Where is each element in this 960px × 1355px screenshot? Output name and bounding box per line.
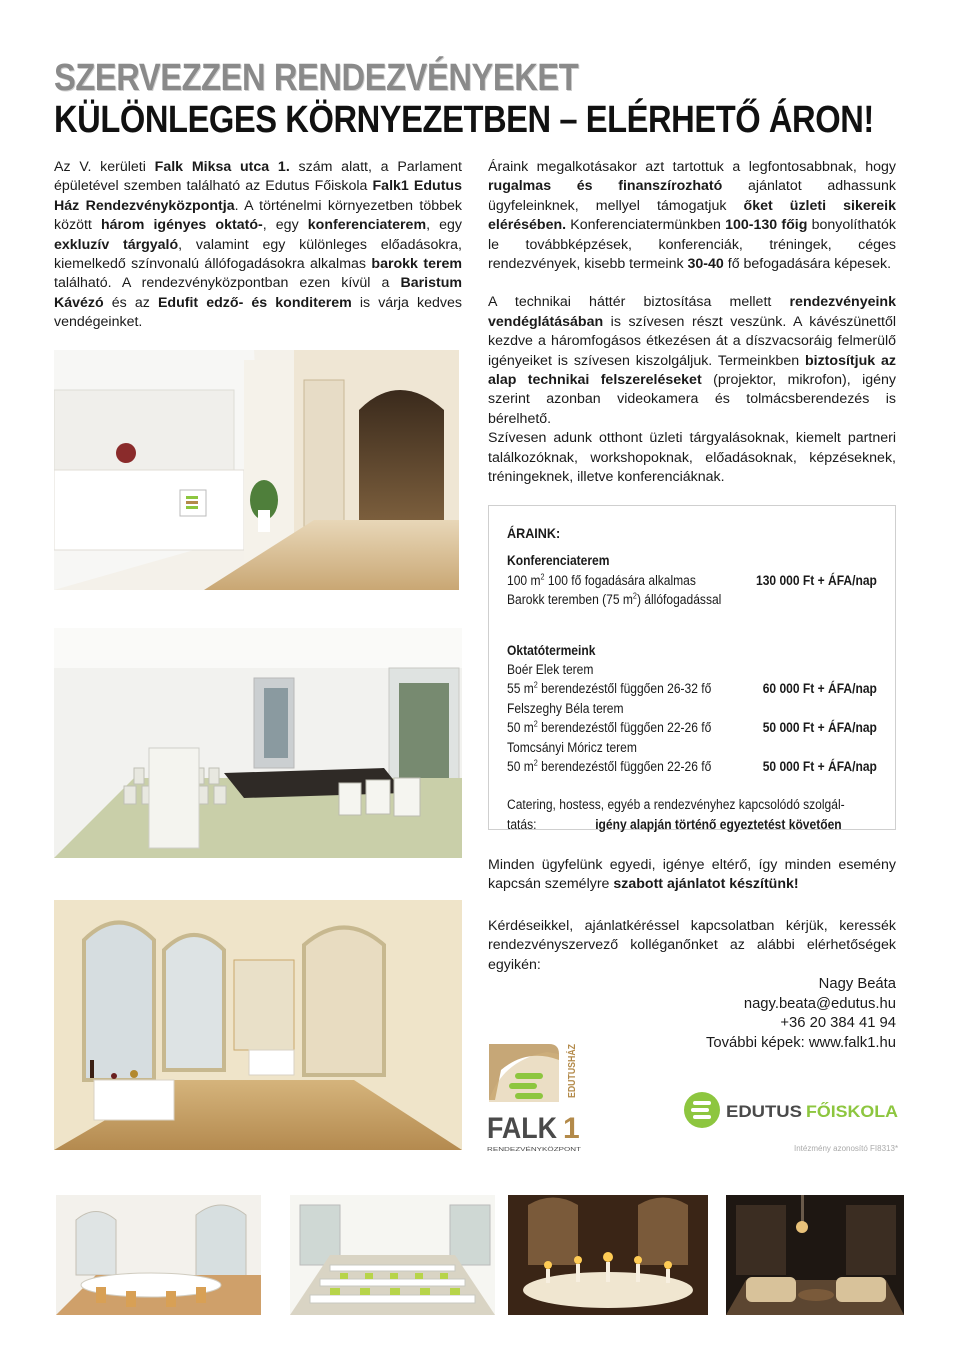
falk-side-text: EDUTUSHÁZ bbox=[567, 1040, 578, 1098]
intro-paragraph: Az V. kerületi Falk Miksa utca 1. szám alatt, a Parlament épületével szemben található az Edutus Főiskola Falk1 Edutus Ház Rendezvényközpontja. A történelmi környezetben többek között három igényes oktató-, egy konferenciaterem, egy exkluzív tárgyaló, valamint egy különleges előadásokra, kiemelkedő színvonalú állófogadásokra alkalmas barokk terem található. A rendezvényközpontban ezen kívül a Baristum Kávézó és az Edufit edző- és konditerem is várja kedves vendégeinket. bbox=[54, 159, 463, 331]
falk-subtitle: RENDEZVÉNYKÖZPONT bbox=[487, 1147, 546, 1153]
room-price: 50 000 Ft + ÁFA/nap bbox=[762, 720, 877, 736]
headline bbox=[54, 58, 874, 142]
edutus-name: EDUTUS bbox=[726, 1102, 802, 1121]
photo-baroque-hall bbox=[54, 900, 462, 1150]
headline-line-1: SZERVEZZEN RENDEZVÉNYEKET bbox=[54, 57, 579, 99]
photo-training-room bbox=[290, 1195, 495, 1315]
catering-terms-row: tatás: igény alapján történő egyeztetést követően bbox=[507, 815, 877, 834]
contact-website[interactable]: További képek: www.falk1.hu bbox=[706, 1034, 896, 1051]
pricing-text bbox=[488, 158, 896, 488]
room-price-row: 50 $m^2$ berendezéstől függően 22-26 fő 50 000 Ft + ÁFA/nap bbox=[507, 757, 877, 776]
training-rooms-heading: Oktatótermeink bbox=[507, 642, 596, 658]
catering-line: Catering, hostess, egyéb a rendezvényhez kapcsolódó szolgál- bbox=[507, 797, 845, 813]
room-price-row: 55 $m^2$ berendezéstől függően 26-32 fő 60 000 Ft + ÁFA/nap bbox=[507, 679, 877, 698]
photo-banquet-room bbox=[56, 1195, 261, 1315]
catering-paragraph: A technikai háttér biztosítása mellett rendezvényeink vendéglátásában is szívesen részt veszünk. A kávészünettől kezdve a háromfogásos étkezésen át a díszvacsoráig felmerülő igényeiket is szívesen kiszolgáljuk. Termeinkben biztosítjuk az alap technikai felszereléseket (projektor, mikrofon), igény szerint azonban videokamera és tolmácsberendezés is bérelhető. bbox=[488, 294, 896, 427]
falk-number: 1 bbox=[563, 1112, 580, 1145]
contact-name: Nagy Beáta bbox=[818, 976, 896, 992]
catering-terms: igény alapján történő egyeztetést követően bbox=[595, 816, 842, 832]
room-price-row: 50 $m^2$ berendezéstől függően 22-26 fő 50 000 Ft + ÁFA/nap bbox=[507, 718, 877, 737]
photo-lounge-cafe bbox=[726, 1195, 904, 1315]
contact-intro: Kérdéseikkel, ajánlatkéréssel kapcsolatban kérjük, keressék rendezvényszervező kolléganőnket az alábbi elérhetőségek egyikén: bbox=[488, 918, 896, 973]
falk1-logo bbox=[487, 1040, 587, 1155]
contact-email[interactable]: nagy.beata@edutus.hu bbox=[743, 995, 896, 1012]
conference-room-heading: Konferenciaterem bbox=[507, 553, 610, 569]
conference-room-price: 130 000 Ft + ÁFA/nap bbox=[755, 572, 877, 588]
contact-details bbox=[706, 975, 896, 1053]
custom-offer-text: Minden ügyfelünk egyedi, igénye eltérő, így minden esemény kapcsán személyre szabott ajánlatot készítünk! bbox=[488, 857, 896, 893]
pricing-paragraph: Áraink megalkotásakor azt tartottuk a legfontosabbnak, hogy rugalmas és finanszírozható ajánlatot adhassunk ügyfeleinknek, mellyel támogatjuk őket üzleti sikereik elérésében. Konferenciatermünkben 100-130 főig bonyolíthatók le továbbképzések, konferenciák, tréningek, céges rendezvények, kisebb termeink 30-40 fő befogadására képesek. bbox=[488, 159, 897, 273]
room-name: Felszeghy Béla terem bbox=[507, 700, 624, 716]
intro-text bbox=[54, 158, 462, 333]
hosting-paragraph: Szívesen adunk otthont üzleti tárgyalásoknak, kiemelt partneri találkozóknak, workshopoknak, előadásoknak, képzéseknek, tréningeknek, illetve konferenciáknak. bbox=[488, 430, 896, 486]
price-list bbox=[488, 505, 896, 830]
room-price: 50 000 Ft + ÁFA/nap bbox=[762, 759, 877, 775]
photo-candlelight-dinner bbox=[508, 1195, 708, 1315]
edutus-college: FŐISKOLA bbox=[806, 1102, 898, 1121]
conference-room-price-row: 100 $m^2$ 100 fő fogadására alkalmas 130 000 Ft + ÁFA/nap bbox=[507, 571, 877, 590]
price-list-title: ÁRAINK: bbox=[507, 525, 561, 541]
edutus-logo bbox=[682, 1090, 902, 1130]
contact-phone: +36 20 384 41 94 bbox=[780, 1015, 896, 1032]
baroque-room-row: Barokk teremben (75 $m^2$) állófogadással bbox=[507, 591, 722, 608]
room-name: Tomcsányi Móricz terem bbox=[507, 739, 637, 755]
headline-line-2: KÜLÖNLEGES KÖRNYEZETBEN – ELÉRHETŐ ÁRON! bbox=[54, 99, 874, 141]
room-price: 60 000 Ft + ÁFA/nap bbox=[762, 681, 877, 697]
falk-word: FALK bbox=[487, 1112, 558, 1145]
institution-id: Intézmény azonosító FI8313* bbox=[794, 1144, 899, 1153]
photo-reception-lobby bbox=[54, 350, 459, 590]
photo-conference-hall bbox=[54, 628, 462, 858]
room-name: Boér Elek terem bbox=[507, 662, 594, 678]
